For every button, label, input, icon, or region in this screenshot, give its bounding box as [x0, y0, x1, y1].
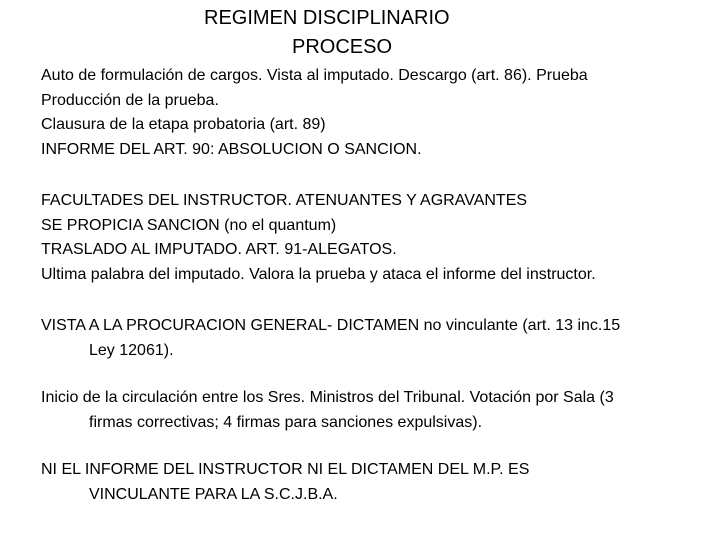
spacer — [41, 162, 713, 189]
slide-subtitle: PROCESO — [292, 36, 393, 58]
paragraph-continuation: Ley 12061). — [89, 341, 174, 359]
step-line: Producción de la prueba. — [41, 91, 219, 109]
procuracion-paragraph — [41, 314, 713, 363]
spacer — [41, 287, 713, 314]
powers-line: FACULTADES DEL INSTRUCTOR. ATENUANTES Y AGRAVANTES — [41, 192, 528, 209]
paragraph-continuation: VINCULANTE PARA LA S.C.J.B.A. — [89, 485, 338, 503]
step-line: Clausura de la etapa probatoria (art. 89) — [41, 116, 326, 133]
powers-line: TRASLADO AL IMPUTADO. ART. 91-ALEGATOS. — [41, 241, 397, 258]
powers-line: Ultima palabra del imputado. Valora la prueba y ataca el informe del instructor. — [41, 265, 596, 283]
step-line: Auto de formulación de cargos. Vista al imputado. Descargo (art. 86). Prueba — [41, 67, 588, 84]
slide-title: REGIMEN DISCIPLINARIO — [204, 7, 450, 29]
spacer — [41, 435, 713, 458]
paragraph-first-line: NI EL INFORME DEL INSTRUCTOR NI EL DICTAMEN DEL M.P. ES — [41, 461, 530, 478]
paragraph-first-line: VISTA A LA PROCURACION GENERAL- DICTAMEN no vinculante (art. 13 inc.15 — [41, 317, 621, 334]
paragraph-first-line: Inicio de la circulación entre los Sres. Ministros del Tribunal. Votación por Sala (3 — [41, 389, 614, 406]
step-line: INFORME DEL ART. 90: ABSOLUCION O SANCION. — [41, 140, 422, 158]
spacer — [41, 363, 713, 386]
vinculante-paragraph — [41, 458, 713, 507]
instructor-powers — [41, 189, 713, 287]
paragraph-continuation: firmas correctivas; 4 firmas para sanciones expulsivas). — [89, 413, 483, 431]
circulacion-paragraph — [41, 386, 713, 435]
slide-body — [41, 64, 713, 507]
powers-line: SE PROPICIA SANCION (no el quantum) — [41, 216, 337, 234]
procedure-steps — [41, 64, 713, 162]
